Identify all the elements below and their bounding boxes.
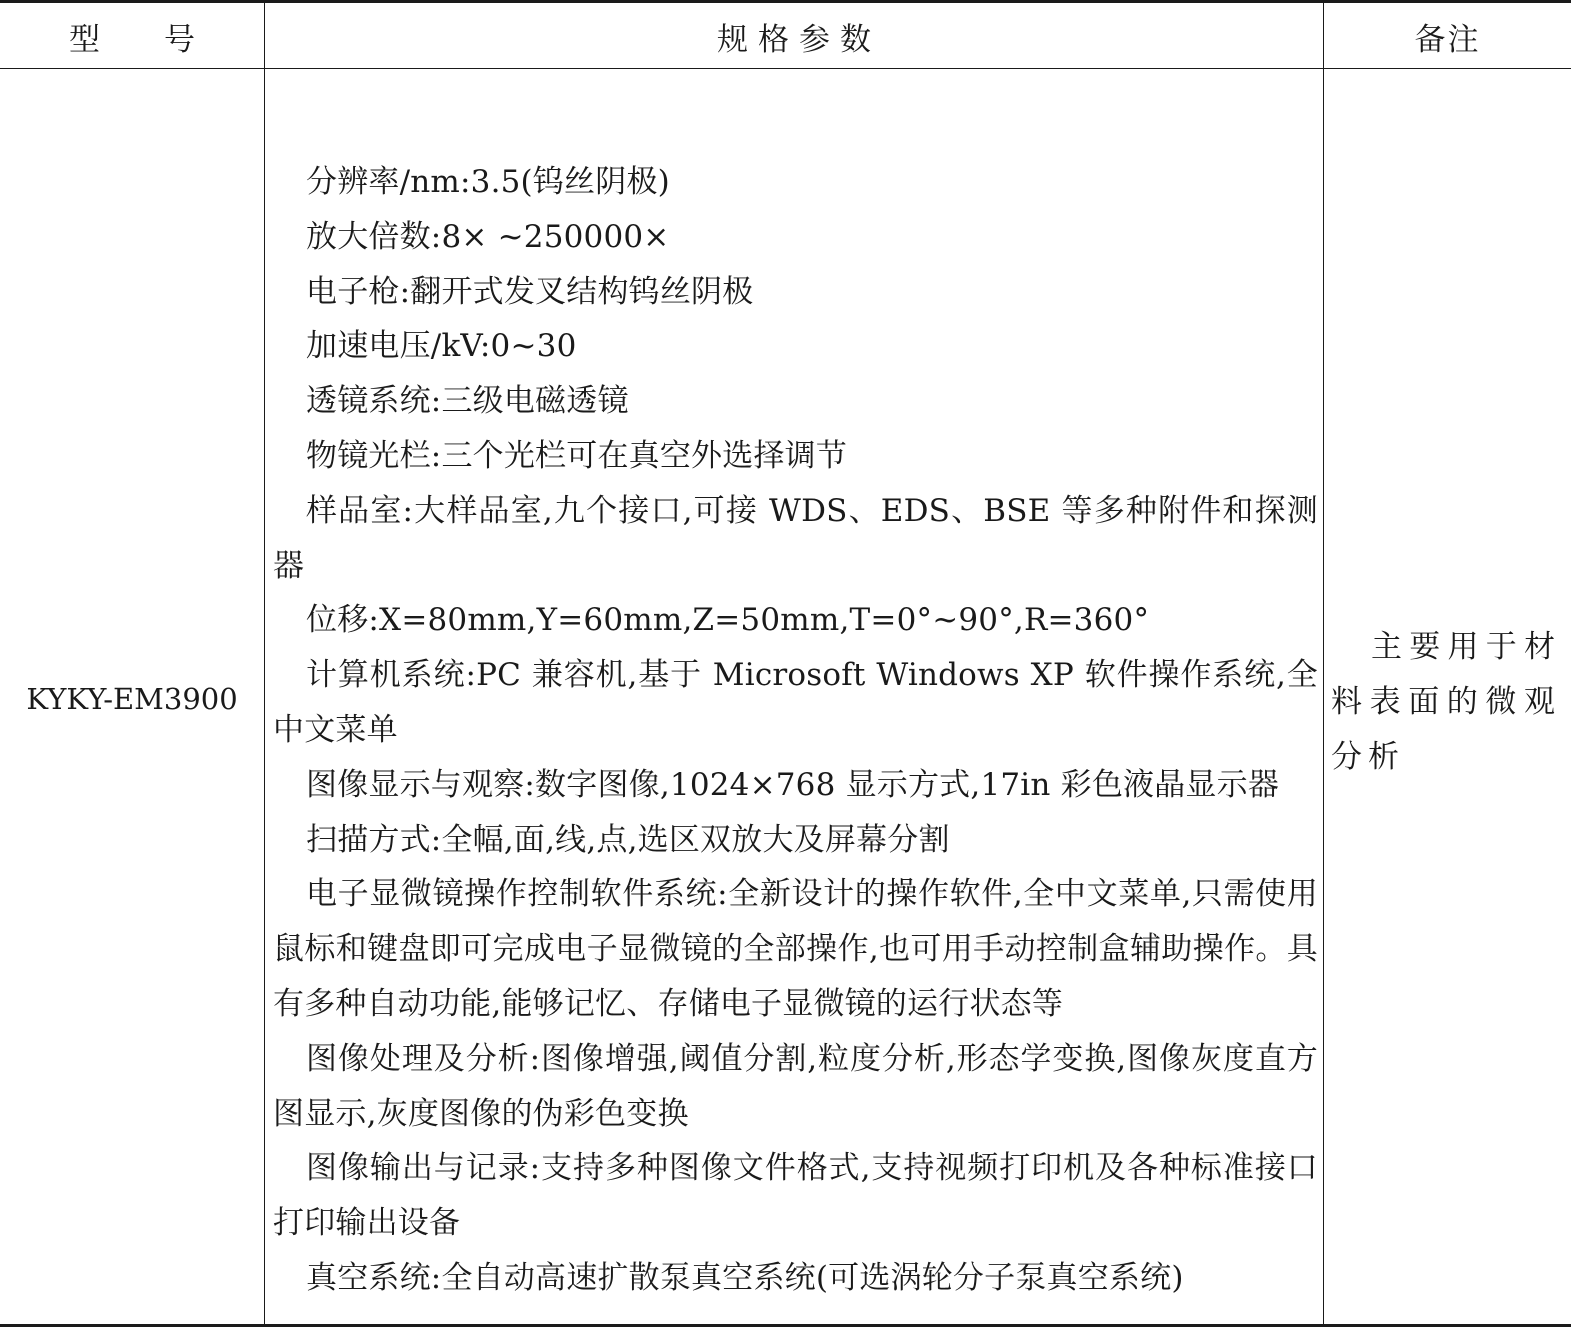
spec-line: 物镜光栏:三个光栏可在真空外选择调节 <box>306 437 848 474</box>
model-cell: KYKY-EM3900 <box>26 682 238 716</box>
column-divider-1 <box>264 3 265 1324</box>
header-note: 备注 <box>1414 21 1481 58</box>
spec-line: 位移:X=80mm,Y=60mm,Z=50mm,T=0°~90°,R=360° <box>306 602 1150 639</box>
spec-line: 电子枪:翻开式发叉结构钨丝阴极 <box>306 273 754 310</box>
spec-cell <box>273 155 1318 1306</box>
spec-line: 真空系统:全自动高速扩散泵真空系统(可选涡轮分子泵真空系统) <box>306 1259 1184 1296</box>
spec-line: 图像显示与观察:数字图像,1024×768 显示方式,17in 彩色液晶显示器 <box>306 766 1280 803</box>
spec-line: 电子显微镜操作控制软件系统:全新设计的操作软件,全中文菜单,只需使用鼠标和键盘即可完成电子显微镜的全部操作,也可用手动控制盒辅助操作。具有多种自动功能,能够记忆、存储电子显微镜的运行状态等 <box>273 876 1318 1022</box>
spec-line: 图像输出与记录:支持多种图像文件格式,支持视频打印机及各种标准接口打印输出设备 <box>273 1150 1318 1242</box>
spec-line: 计算机系统:PC 兼容机,基于 Microsoft Windows XP 软件操作系统,全中文菜单 <box>273 657 1318 748</box>
spec-line: 加速电压/kV:0~30 <box>306 328 577 365</box>
spec-line: 扫描方式:全幅,面,线,点,选区双放大及屏幕分割 <box>306 821 950 858</box>
note-cell: 主要用于材料表面的微观分析 <box>1331 629 1561 775</box>
spec-line: 分辨率/nm:3.5(钨丝阴极) <box>306 164 670 200</box>
spec-line: 图像处理及分析:图像增强,阈值分割,粒度分析,形态学变换,图像灰度直方图显示,灰度图像的伪彩色变换 <box>273 1040 1318 1132</box>
spec-line: 放大倍数:8× ~250000× <box>306 218 670 255</box>
table-header-row <box>0 3 1571 69</box>
header-model: 型号 <box>69 21 259 58</box>
spec-line: 样品室:大样品室,九个接口,可接 WDS、EDS、BSE 等多种附件和探测器 <box>273 492 1318 584</box>
column-divider-2 <box>1323 3 1324 1324</box>
header-specs: 规格参数 <box>717 21 881 58</box>
spec-line: 透镜系统:三级电磁透镜 <box>306 383 629 420</box>
